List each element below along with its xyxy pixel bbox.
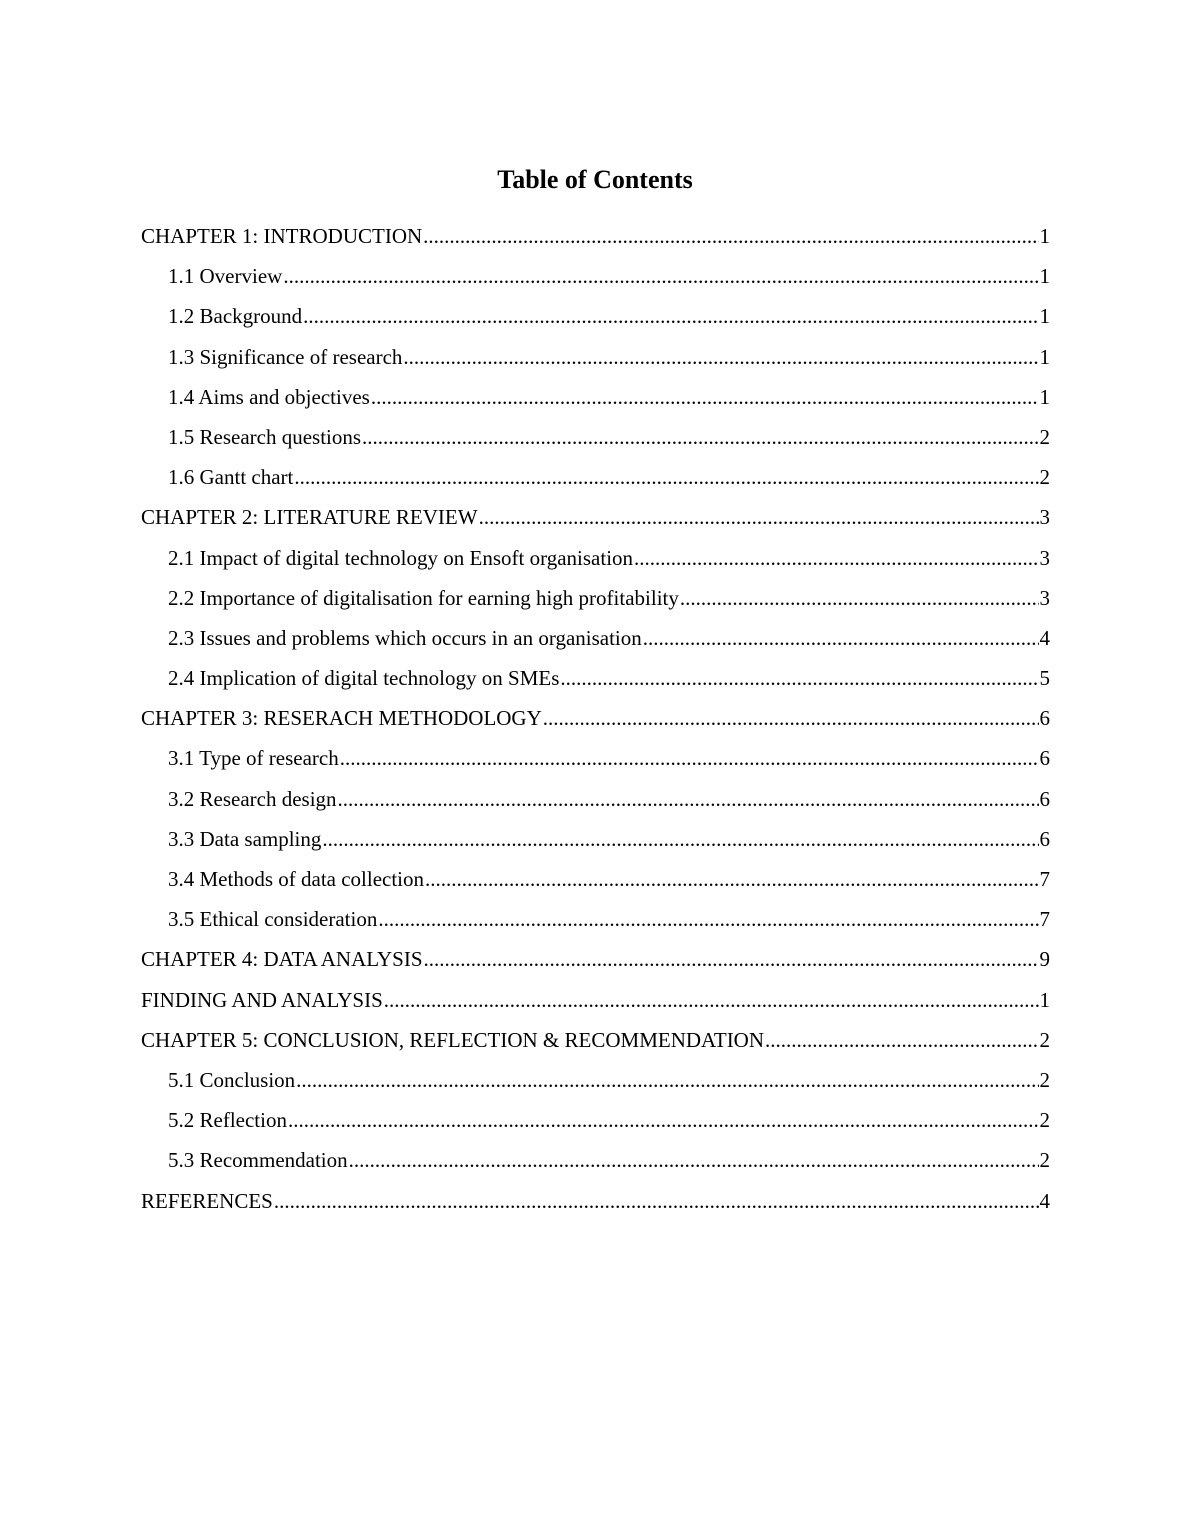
toc-entry[interactable] [141, 339, 1050, 379]
toc-entry[interactable] [141, 499, 1050, 539]
toc-page-number: 6 [1039, 786, 1050, 811]
toc-page-number: 2 [1039, 1148, 1050, 1173]
toc-page-number: 1 [1039, 344, 1050, 369]
toc-dot-leader [362, 419, 1038, 455]
toc-dot-leader [296, 1062, 1038, 1098]
toc-entry[interactable] [141, 740, 1050, 780]
toc-dot-leader [384, 982, 1039, 1018]
toc-dot-leader [634, 540, 1038, 576]
toc-entry[interactable] [141, 1183, 1050, 1223]
toc-entry[interactable] [141, 258, 1050, 298]
toc-entry[interactable] [141, 821, 1050, 861]
toc-entry[interactable] [141, 700, 1050, 740]
toc-page-number: 9 [1039, 947, 1050, 972]
toc-dot-leader [643, 620, 1039, 656]
toc-dot-leader [424, 941, 1039, 977]
toc-dot-leader [425, 861, 1038, 897]
toc-entry[interactable] [141, 901, 1050, 941]
toc-entry-title: 2.2 Importance of digitalisation for earning high profitability [168, 585, 679, 610]
toc-page-number: 1 [1039, 264, 1050, 289]
toc-entry-title: 3.3 Data sampling [168, 826, 322, 851]
toc-dot-leader [543, 700, 1039, 736]
toc-page-number: 4 [1039, 1188, 1050, 1213]
toc-dot-leader [560, 660, 1038, 696]
toc-entry-title: CHAPTER 4: DATA ANALYSIS [141, 947, 423, 972]
toc-dot-leader [378, 901, 1038, 937]
toc-dot-leader [303, 298, 1038, 334]
toc-dot-leader [338, 781, 1039, 817]
toc-entry-title: 5.3 Recommendation [168, 1148, 348, 1173]
toc-dot-leader [349, 1142, 1039, 1178]
toc-page-number: 2 [1039, 1108, 1050, 1133]
toc-entry-title: 5.1 Conclusion [168, 1067, 296, 1092]
toc-entry[interactable] [141, 660, 1050, 700]
table-of-contents [141, 218, 1050, 1223]
toc-entry[interactable] [141, 580, 1050, 620]
toc-entry-title: CHAPTER 2: LITERATURE REVIEW [141, 505, 478, 530]
toc-entry-title: 1.2 Background [168, 304, 303, 329]
toc-page-number: 6 [1039, 706, 1050, 731]
toc-page-number: 3 [1039, 585, 1050, 610]
toc-page-number: 2 [1039, 424, 1050, 449]
toc-entry-title: REFERENCES [141, 1188, 273, 1213]
toc-page-number: 4 [1039, 625, 1050, 650]
toc-page-number: 1 [1039, 987, 1050, 1012]
toc-entry[interactable] [141, 419, 1050, 459]
toc-entry-title: 1.5 Research questions [168, 424, 362, 449]
toc-dot-leader [274, 1183, 1039, 1219]
toc-page-number: 2 [1039, 1067, 1050, 1092]
toc-entry[interactable] [141, 861, 1050, 901]
toc-dot-leader [294, 459, 1038, 495]
toc-entry-title: FINDING AND ANALYSIS [141, 987, 383, 1012]
toc-entry[interactable] [141, 298, 1050, 338]
toc-dot-leader [765, 1022, 1038, 1058]
toc-entry-title: 3.4 Methods of data collection [168, 867, 425, 891]
toc-entry[interactable] [141, 982, 1050, 1022]
toc-entry-title: 1.1 Overview [168, 264, 283, 289]
toc-entry-title: 3.2 Research design [168, 786, 337, 811]
toc-page-number: 6 [1039, 826, 1050, 851]
toc-entry[interactable] [141, 620, 1050, 660]
toc-entry-title: CHAPTER 5: CONCLUSION, REFLECTION & RECOMMENDATION [141, 1027, 765, 1052]
toc-entry[interactable] [141, 459, 1050, 499]
toc-dot-leader [283, 258, 1038, 294]
toc-entry[interactable] [141, 1062, 1050, 1102]
toc-entry[interactable] [141, 379, 1050, 419]
toc-page-number: 7 [1039, 867, 1050, 891]
toc-dot-leader [288, 1102, 1039, 1138]
toc-entry-title: 3.5 Ethical consideration [168, 907, 378, 932]
toc-entry-title: 2.3 Issues and problems which occurs in an organisation [168, 625, 642, 650]
toc-entry-title: 3.1 Type of research [168, 746, 339, 771]
toc-dot-leader [340, 740, 1039, 776]
toc-dot-leader [423, 218, 1038, 254]
toc-dot-leader [322, 821, 1038, 857]
toc-entry-title: CHAPTER 3: RESERACH METHODOLOGY [141, 706, 542, 731]
toc-entry[interactable] [141, 1142, 1050, 1182]
toc-entry-title: 2.1 Impact of digital technology on Ensoft organisation [168, 545, 634, 570]
toc-page-number: 1 [1039, 384, 1050, 409]
toc-dot-leader [479, 499, 1039, 535]
toc-dot-leader [403, 339, 1038, 375]
toc-page-number: 1 [1039, 304, 1050, 329]
toc-page-number: 2 [1039, 465, 1050, 490]
toc-entry[interactable] [141, 218, 1050, 258]
toc-entry[interactable] [141, 1102, 1050, 1142]
toc-page-number: 2 [1039, 1027, 1050, 1052]
toc-entry-title: 1.3 Significance of research [168, 344, 403, 369]
toc-page-number: 6 [1039, 746, 1050, 771]
toc-entry[interactable] [141, 781, 1050, 821]
toc-page-number: 3 [1039, 505, 1050, 530]
toc-entry-title: 1.4 Aims and objectives [168, 384, 370, 409]
toc-page-number: 3 [1039, 545, 1050, 570]
page-title: Table of Contents [497, 165, 693, 194]
toc-entry-title: 2.4 Implication of digital technology on SMEs [168, 666, 560, 691]
toc-page-number: 1 [1039, 224, 1050, 248]
toc-entry[interactable] [141, 540, 1050, 580]
toc-page-number: 5 [1039, 666, 1050, 691]
toc-page-number: 7 [1039, 907, 1050, 932]
toc-entry[interactable] [141, 941, 1050, 981]
toc-entry[interactable] [141, 1022, 1050, 1062]
toc-dot-leader [371, 379, 1039, 415]
toc-entry-title: 5.2 Reflection [168, 1108, 287, 1133]
toc-entry-title: CHAPTER 1: INTRODUCTION [141, 224, 423, 248]
toc-dot-leader [680, 580, 1039, 616]
toc-entry-title: 1.6 Gantt chart [168, 465, 294, 490]
